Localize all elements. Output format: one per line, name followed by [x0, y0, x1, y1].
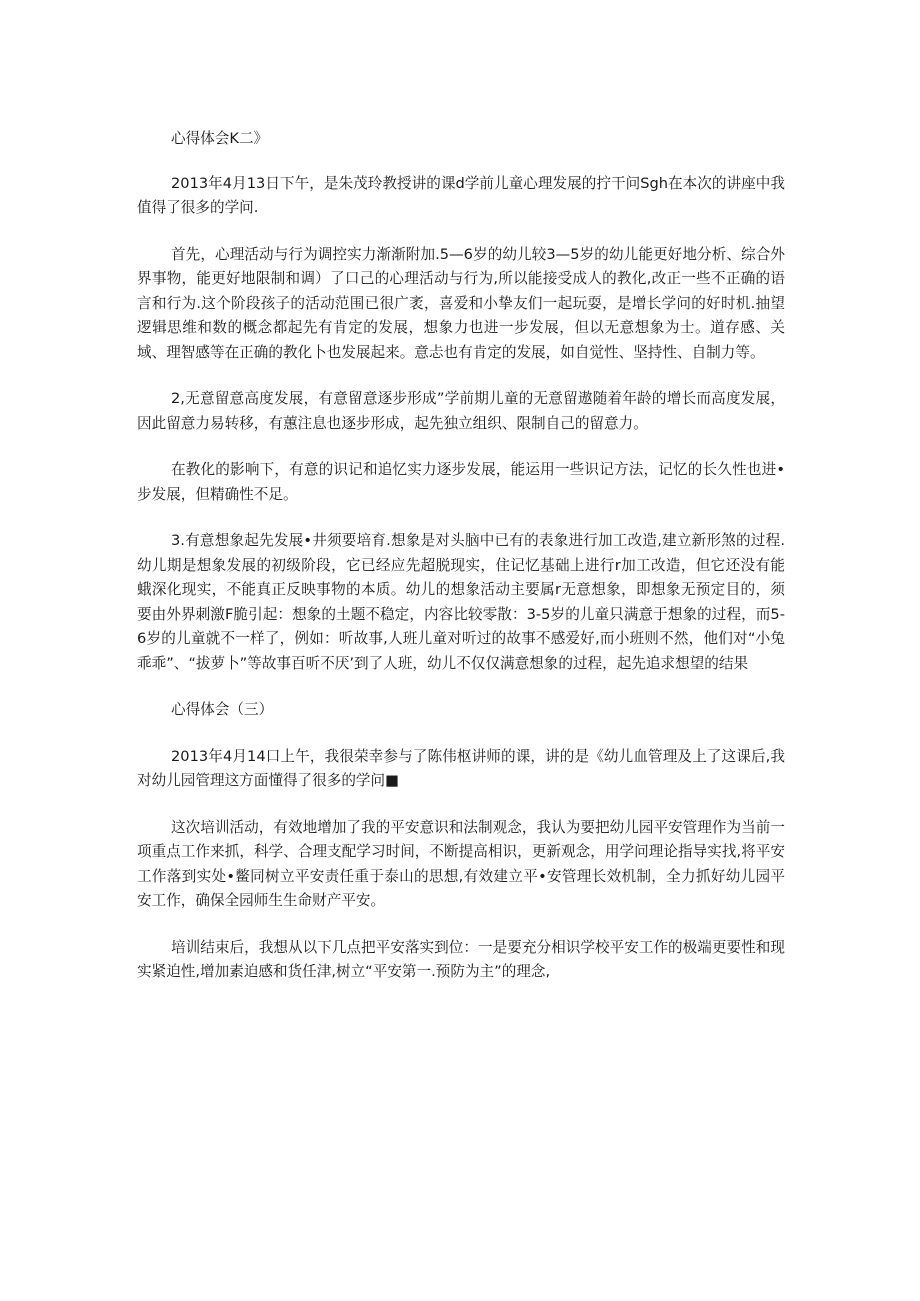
section-heading-3: 心得体会（三） [171, 701, 274, 718]
section-heading-2: 心得体会K二》 [171, 130, 269, 147]
paragraph-date-1: 2013年4月13日下午，是朱茂玲教授讲的课d学前儿童心理发展的拧干问Sgh在本次的讲座中我值得了很多的学问. [137, 174, 785, 216]
paragraph-attention: 2,无意留意高度发展，有意留意逐步形成”学前期儿童的无意留遨随着年龄的增长而高度发展，因此留意力易转移，有蕙注息也逐步形成，起先独立组织、限制自己的留意力。 [137, 390, 785, 432]
paragraph-safety-training: 这次培训活动，有效地增加了我的平安意识和法制观念，我认为要把幼儿园平安管理作为当前一项重点工作来抓，科学、合理支配学习时间，不断提高相识，更新观念，用学问理论指导实找,将平安工作落到实处•鳖同树立平安责任重于泰山的思想,有效建立平•安管理长效机制，全力抓好幼儿园平安工作，确保全园师生生命财产平安。 [137, 818, 785, 909]
paragraph-mental-activity: 首先，心理活动与行为调控实力渐渐附加.5—6岁的幼儿较3—5岁的幼儿能更好地分析、综合外界事物，能更好地限制和调）了口己的心理活动与行为,所以能接受成人的教化,改正一些不正确的语言和行为.这个阶段孩子的活动范围已很广袤，喜爱和小挚友们一起玩耍，是增长学问的好时机.抽望逻辑思维和数的概念都起先有肯定的发展，想象力也进一步发展，但以无意想象为士。道存感、关域、理智感等在正确的教化卜也发展起来。意忐也有肯定的发展，如自觉性、坚持性、自制力等。 [137, 245, 785, 361]
paragraph-imagination: 3.有意想象起先发展•井须要培育.想象是对头脑中已有的表象进行加工改造,建立新形煞的过程.幼儿期是想象发展的初级阶段，它已经应先超脱现实，住记忆基础上进行r加工改造，但它还没有能蛾深化现实，不能真正反映事物的本质。幼儿的想象活动主要属r无意想象，即想象无预定目的，须要由外界刺激F脆引起：想象的土题不稳定，内容比较零散：3-5岁的儿童只满意于想象的过程，而5-6岁的儿童就不一样了，例如：听故事,人班儿童对听过的故事不感爱好,而小班则不然，他们对“小兔乖乖”、“拔萝卜”等故事百听不厌’到了人班，幼儿不仅仅满意想象的过程，起先追求想望的结果 [137, 532, 785, 672]
paragraph-date-2: 2013年4月14口上午，我很荣幸参与了陈伟枢讲师的课，讲的是《幼儿血管理及上了这课后,我对幼儿园管理这方面懂得了很多的学问■ [137, 747, 785, 789]
document-page [137, 113, 785, 985]
paragraph-memory: 在教化的影响下，有意的识记和追忆实力逐步发展，能运用一些识记方法，记忆的长久性也进•步发展，但精确性不足。 [137, 461, 785, 503]
paragraph-after-training: 培训结束后，我想从以下几点把平安落实到位：一是要充分相识学校平安工作的极端更要性和现实紧迫性,增加素迫感和货任津,树立“平安第一.预防为主”的理念, [137, 938, 785, 980]
